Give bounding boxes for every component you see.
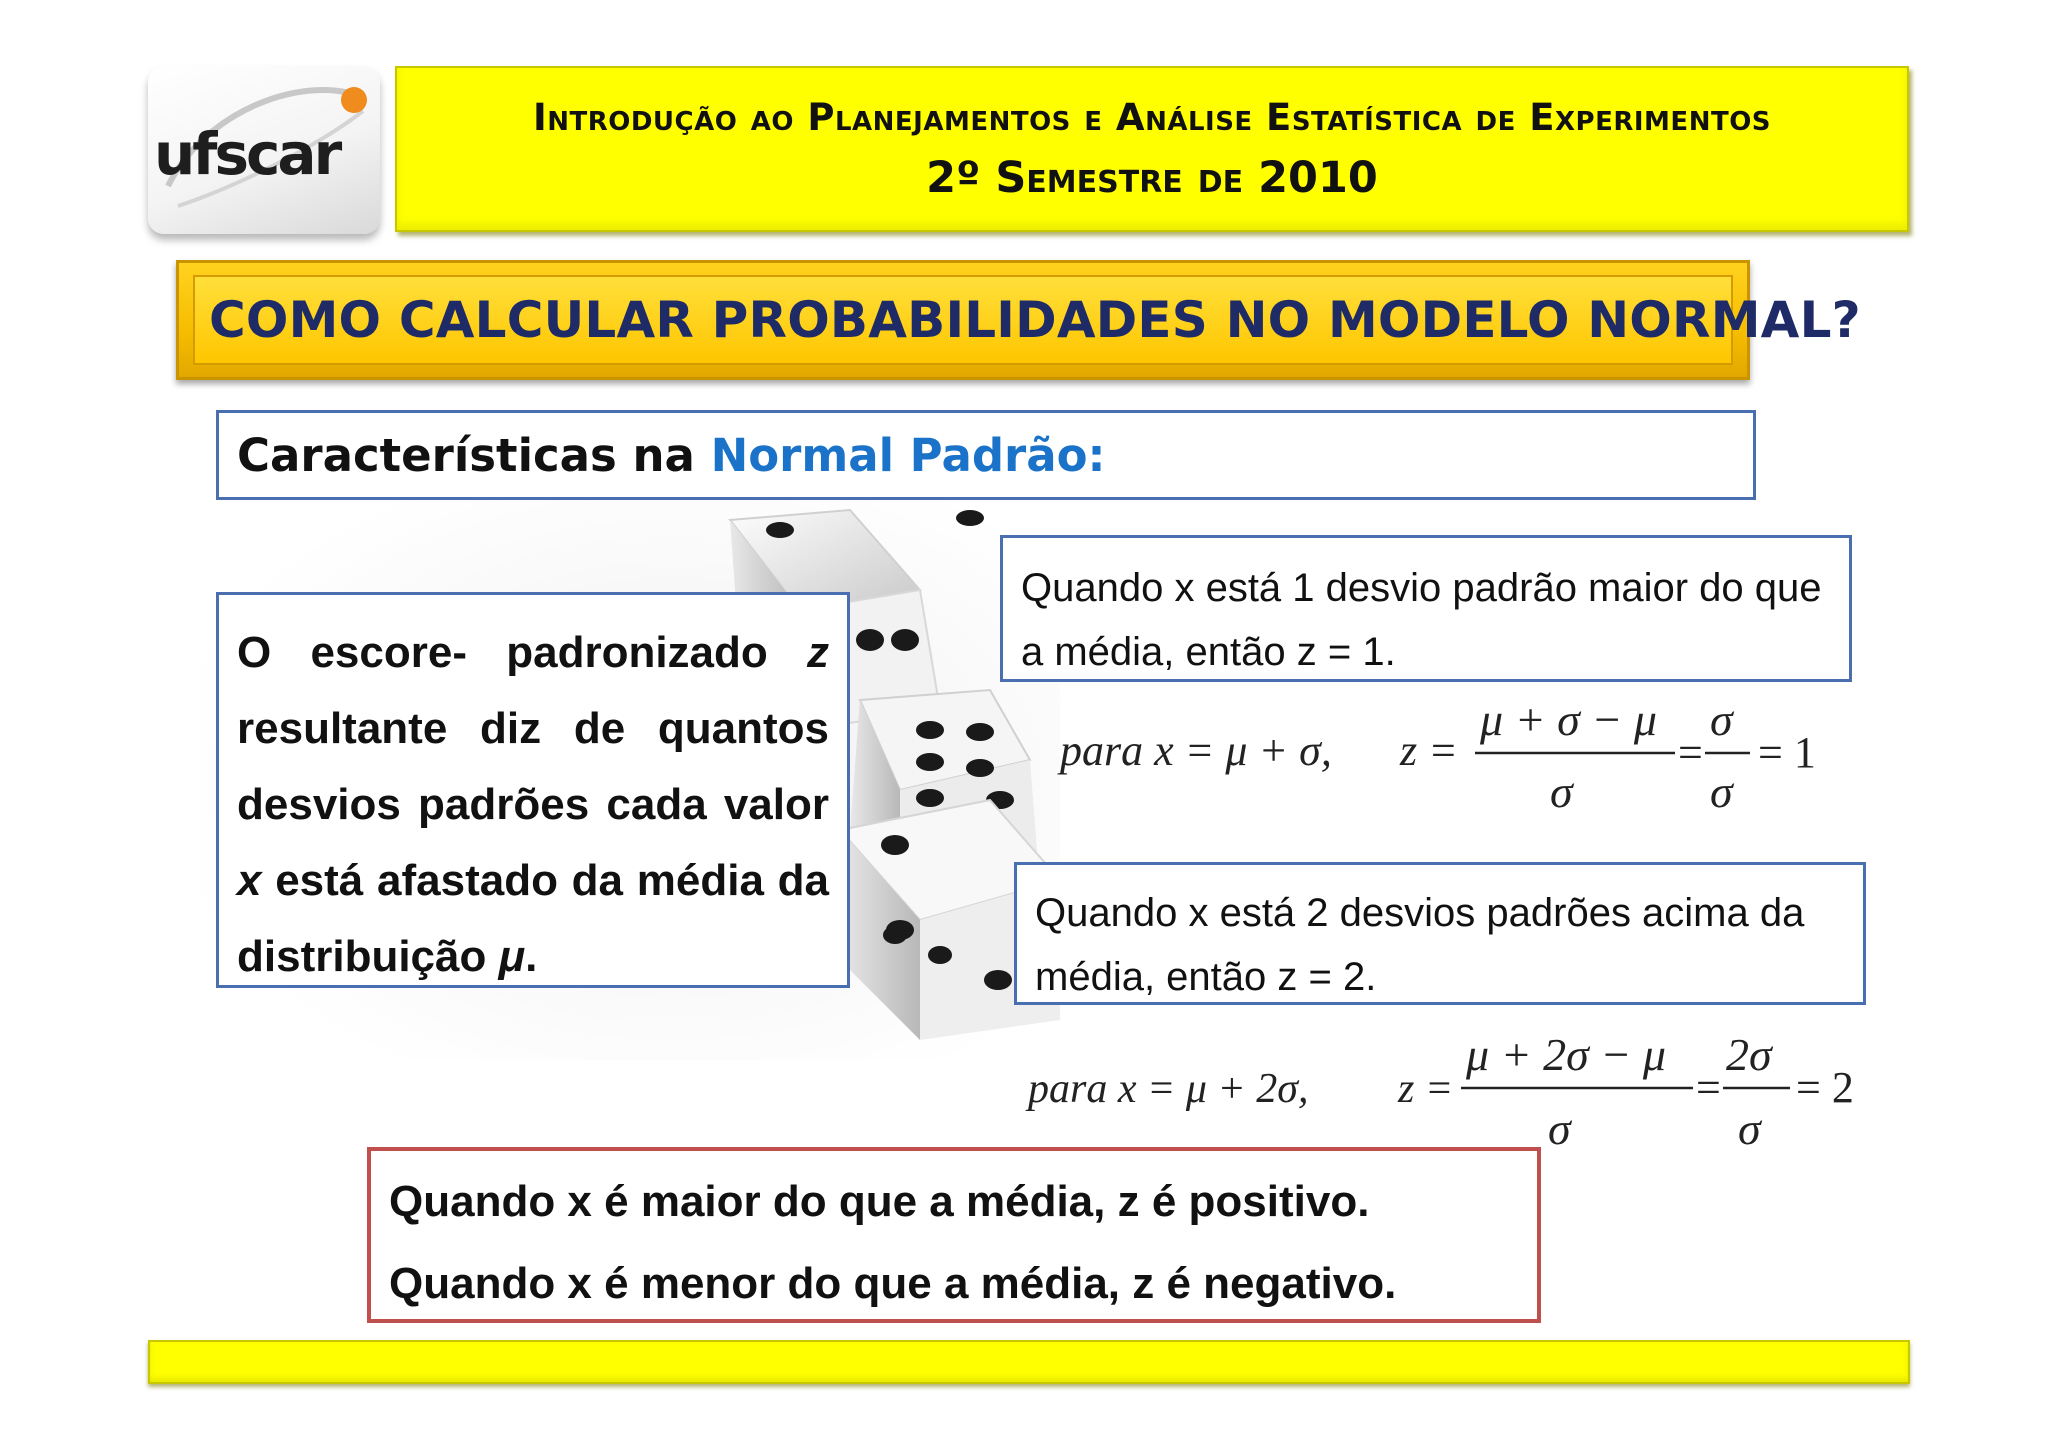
logo-text: ufscar [154, 120, 340, 188]
die-pip [966, 759, 994, 777]
case-two-text: Quando x está 2 desvios padrões acima da média, então z = 2. [1035, 891, 1805, 999]
case-one-box [1000, 535, 1852, 682]
subtitle-highlight: Normal Padrão: [710, 428, 1106, 482]
formula-one-den2: σ [1710, 766, 1733, 817]
formula-one-z: z = [1400, 726, 1458, 775]
zscore-explanation [237, 615, 829, 995]
variable-x: x [237, 856, 262, 905]
die-pip [928, 946, 952, 964]
die-pip [883, 926, 907, 944]
slide-title: COMO CALCULAR PROBABILIDADES NO MODELO NORMAL? [209, 291, 1861, 349]
formula-one-num2: σ [1710, 695, 1733, 745]
slide-title-banner [176, 260, 1861, 380]
semester-number: 2º [926, 152, 981, 203]
die-pip [966, 723, 994, 741]
formula-two-eq: = [1696, 1063, 1721, 1112]
subtitle [237, 429, 1106, 482]
formula-one-den1: σ [1550, 766, 1573, 817]
semester-line [397, 153, 1907, 203]
conclusion-box [367, 1147, 1541, 1323]
zscore-explanation-box [216, 592, 850, 988]
zscore-text-part: resultante diz de quantos desvios padrões cada valor [237, 704, 829, 829]
subtitle-box [216, 410, 1756, 500]
footer-bar [148, 1340, 1910, 1384]
formula-two-den2: σ [1738, 1103, 1761, 1154]
subtitle-prefix: Características na [237, 428, 711, 482]
course-header-banner [395, 66, 1909, 232]
formula-two-num2: 2σ [1726, 1030, 1772, 1080]
course-title: Introdução ao Planejamentos e Análise Estatística de Experimentos [532, 95, 1772, 139]
conclusion-positive: Quando x é maior do que a média, z é positivo. [389, 1177, 1370, 1226]
die-pip [856, 629, 884, 651]
zscore-text-part: O escore- padronizado [237, 628, 807, 677]
formula-one-lhs: para x = μ + σ, [1060, 726, 1332, 775]
die-pip [916, 753, 944, 771]
formula-two-den1: σ [1548, 1103, 1571, 1154]
formula-one-eq: = [1678, 728, 1703, 777]
die-pip [881, 835, 909, 855]
die-pip [956, 510, 984, 526]
formula-one [1050, 695, 1890, 835]
die-pip [766, 522, 794, 538]
formula-two-num1: μ + 2σ − μ [1466, 1030, 1666, 1080]
variable-z: z [807, 628, 829, 677]
case-two-box [1014, 862, 1866, 1005]
die-pip [984, 970, 1012, 990]
formula-one-num1: μ + σ − μ [1480, 695, 1657, 745]
formula-two-z: z = [1398, 1066, 1454, 1112]
formula-one-result: = 1 [1758, 728, 1816, 777]
die-pip [916, 721, 944, 739]
die-pip [891, 629, 919, 651]
ufscar-logo [148, 66, 380, 234]
zscore-text-part: . [525, 932, 538, 981]
conclusion-negative: Quando x é menor do que a média, z é negativo. [389, 1259, 1397, 1308]
logo-orange-dot [341, 87, 367, 113]
die-pip [916, 789, 944, 807]
case-one-text: Quando x está 1 desvio padrão maior do que a média, então z = 1. [1021, 566, 1822, 674]
formula-two-result: = 2 [1796, 1063, 1854, 1112]
variable-mu: μ [498, 932, 526, 981]
zscore-text-part: está afastado da média da distribuição [237, 856, 829, 981]
formula-two-lhs: para x = μ + 2σ, [1028, 1066, 1309, 1112]
semester-text: Semestre de 2010 [995, 152, 1378, 203]
